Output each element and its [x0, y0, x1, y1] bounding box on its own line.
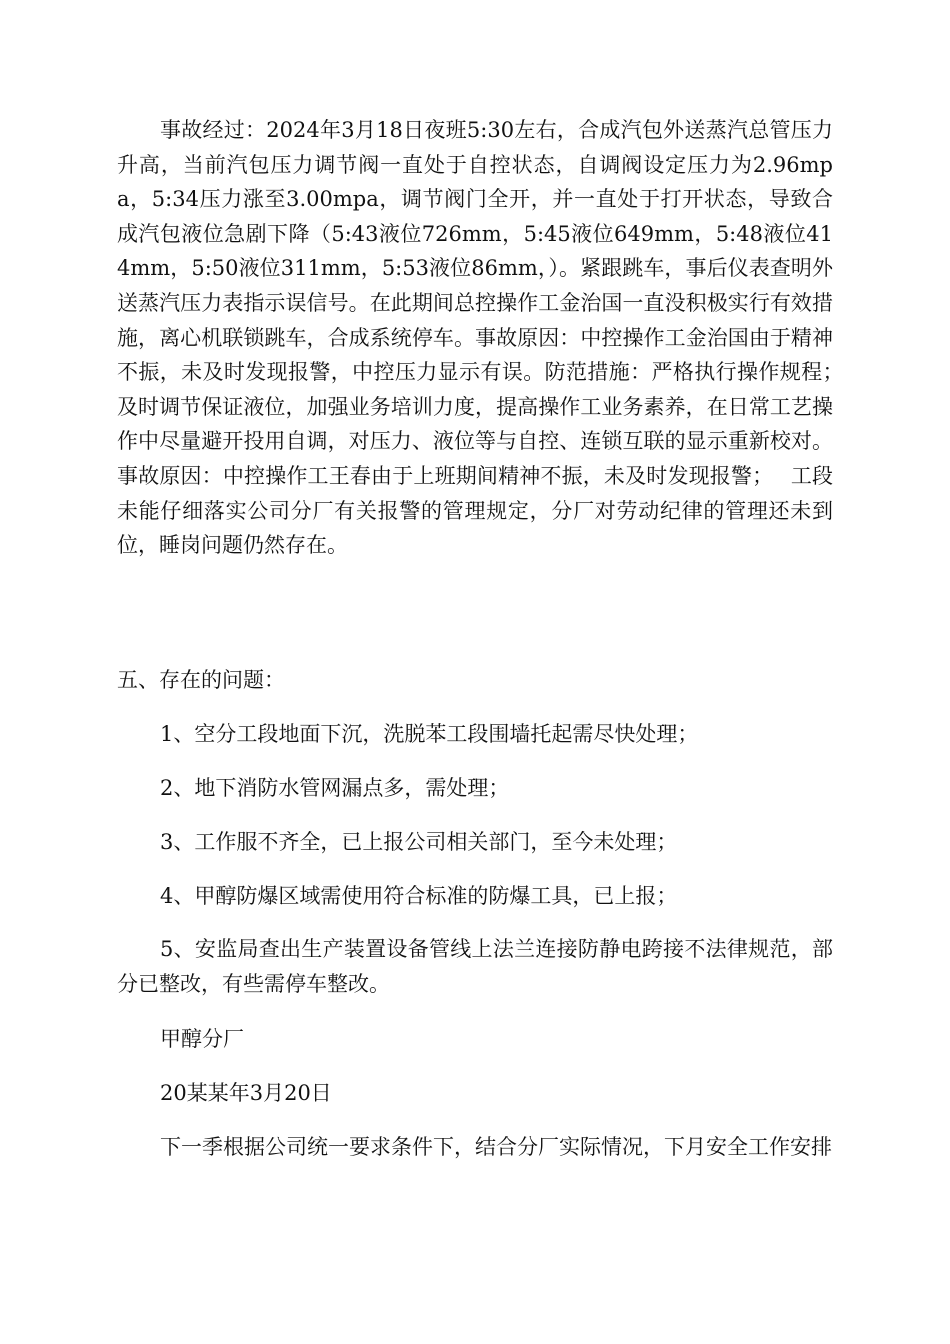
problems-heading: 五、存在的问题：	[117, 668, 285, 692]
problem-item: 1、空分工段地面下沉，洗脱苯工段围墙托起需尽快处理；	[160, 722, 699, 746]
problem-item: 3、工作服不齐全，已上报公司相关部门，至今未处理；	[160, 830, 678, 854]
accident-paragraph: 事故经过：2024年3月18日夜班5:30左右，合成汽包外送蒸汽总管压力升高，当前汽包压力调节阀一直处于自控状态，自调阀设定压力为2.96mpa，5:34压力涨至3.00mpa，调节阀门全开，并一直处于打开状态，导致合成汽包液位急剧下降（5:43液位726mm，5:45液位649mm，5:48液位414mm，5:50液位311mm，5:53液位86mm，）。紧跟跳车，事后仪表查明外送蒸汽压力表指示误信号。在此期间总控操作工金治国一直没积极实行有效措施，离心机联锁跳车，合成系统停车。事故原因：中控操作工金治国由于精神不振，未及时发现报警，中控压力显示有误。防范措施：严格执行操作规程； 及时调节保证液位，加强业务培训力度，提高操作工业务素养，在日常工艺操作中尽量避开投用自调，对压力、液位等与自控、连锁互联的显示重新校对。事故原因：中控操作工王春由于上班期间精神不振，未及时发现报警； 工段未能仔细落实公司分厂有关报警的管理规定，分厂对劳动纪律的管理还未到位，睡岗问题仍然存在。	[117, 118, 861, 558]
document-date: 20某某年3月20日	[160, 1081, 332, 1105]
signature: 甲醇分厂	[160, 1027, 244, 1051]
problem-item: 2、地下消防水管网漏点多，需处理；	[160, 776, 510, 800]
next-month-paragraph: 下一季根据公司统一要求条件下，结合分厂实际情况，下月安全工作安排	[160, 1135, 832, 1159]
problem-item: 5、安监局查出生产装置设备管线上法兰连接防静电跨接不法律规范，部分已整改，有些需停车整改。	[117, 937, 833, 996]
problem-item: 4、甲醇防爆区域需使用符合标准的防爆工具，已上报；	[160, 884, 678, 908]
